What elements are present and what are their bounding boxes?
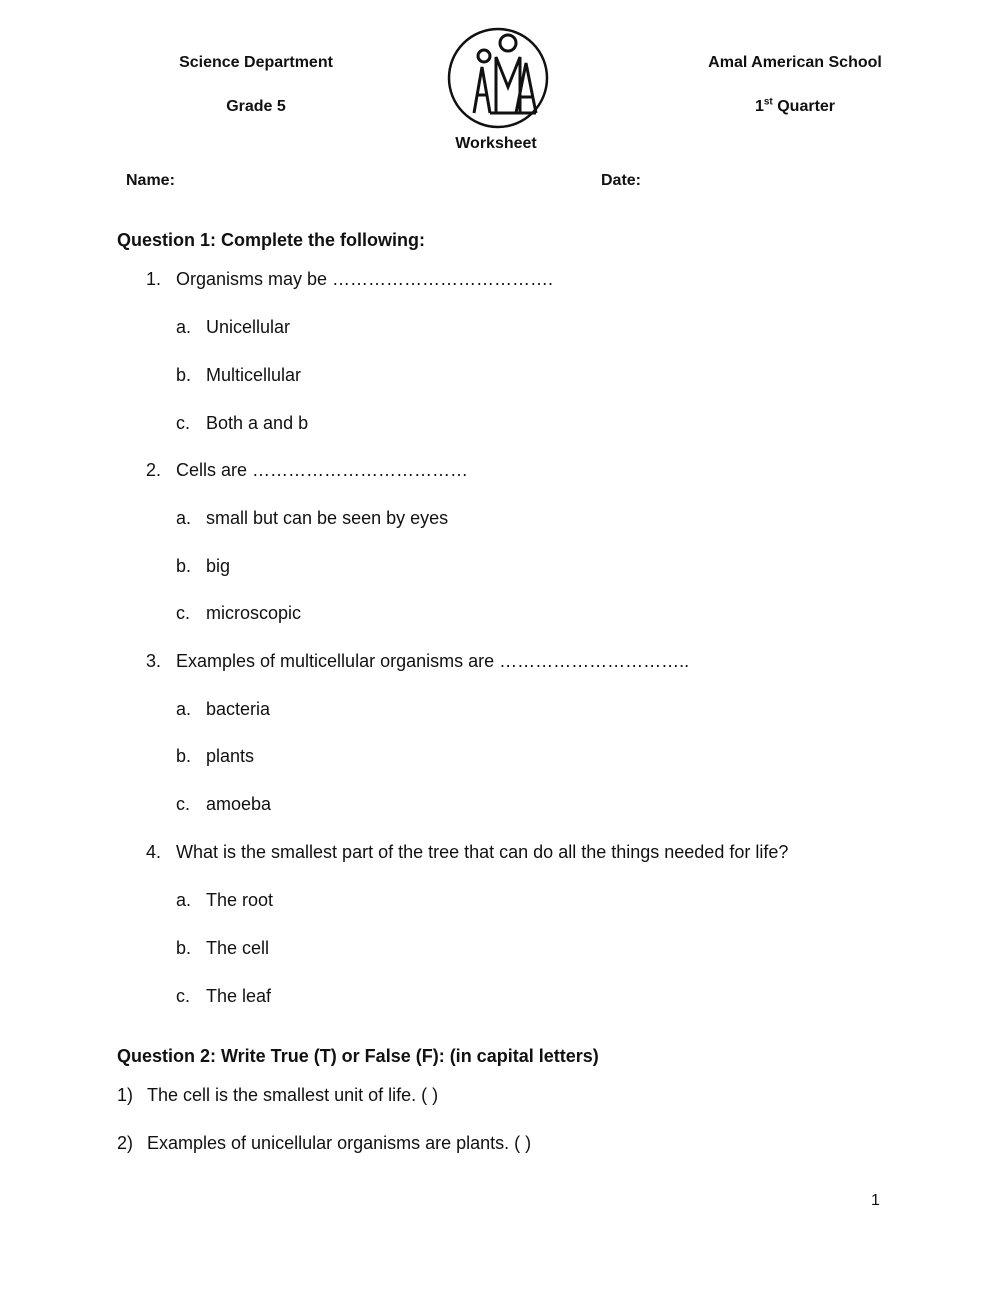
question-1-title: Question 1: Complete the following: <box>117 230 425 250</box>
worksheet-title: Worksheet <box>455 135 537 152</box>
option-text: microscopic <box>206 603 302 623</box>
option-text: The root <box>206 890 274 910</box>
school-name: Amal American School <box>708 54 882 71</box>
q1-4-option-c <box>176 986 271 1007</box>
option-text: plants <box>206 746 255 766</box>
q1-1-option-c <box>176 413 308 434</box>
q1-item-1 <box>146 269 553 290</box>
q1-item-number: 1. <box>146 269 162 289</box>
q1-2-option-c <box>176 603 301 624</box>
q1-item-2 <box>146 460 468 481</box>
q1-item-text: Organisms may be ………………………………. <box>176 269 554 289</box>
q1-item-text: Examples of multicellular organisms are ………………………….. <box>176 651 690 671</box>
school-logo <box>446 27 550 129</box>
option-letter: c. <box>176 603 191 623</box>
q1-item-number: 3. <box>146 651 162 671</box>
q2-item-text: The cell is the smallest unit of life. ( ) <box>147 1085 439 1105</box>
q1-item-4 <box>146 842 788 863</box>
q1-item-number: 2. <box>146 460 162 480</box>
option-text: small but can be seen by eyes <box>206 508 449 528</box>
option-letter: b. <box>176 938 192 958</box>
option-letter: a. <box>176 699 192 719</box>
option-letter: c. <box>176 794 191 814</box>
q1-3-option-c <box>176 794 271 815</box>
quarter-number: 1 <box>754 98 764 115</box>
option-letter: a. <box>176 508 192 528</box>
q1-3-option-a <box>176 699 270 720</box>
option-text: Both a and b <box>206 413 309 433</box>
quarter-ordinal: st <box>763 96 773 108</box>
option-letter: b. <box>176 365 192 385</box>
date-label: Date: <box>601 172 642 189</box>
quarter-word: Quarter <box>772 98 836 115</box>
q1-item-3 <box>146 651 689 672</box>
q1-1-option-b <box>176 365 301 386</box>
q2-item-number: 1) <box>117 1085 134 1105</box>
q1-2-option-b <box>176 556 230 577</box>
option-text: Multicellular <box>206 365 302 385</box>
q2-item-text: Examples of unicellular organisms are plants. ( ) <box>147 1133 532 1153</box>
option-text: The leaf <box>206 986 272 1006</box>
q1-1-option-a <box>176 317 290 338</box>
q2-item-1 <box>117 1085 438 1106</box>
q1-item-text: What is the smallest part of the tree that can do all the things needed for life? <box>176 842 789 862</box>
name-label: Name: <box>126 172 175 189</box>
q1-item-number: 4. <box>146 842 162 862</box>
option-letter: b. <box>176 556 192 576</box>
option-text: amoeba <box>206 794 272 814</box>
option-letter: b. <box>176 746 192 766</box>
option-letter: c. <box>176 986 191 1006</box>
question-2-title: Question 2: Write True (T) or False (F): (in capital letters) <box>117 1046 599 1066</box>
q1-4-option-a <box>176 890 273 911</box>
q1-4-option-b <box>176 938 269 959</box>
option-letter: a. <box>176 890 192 910</box>
grade-label: Grade 5 <box>226 98 286 115</box>
department-label: Science Department <box>179 54 333 71</box>
q1-3-option-b <box>176 746 254 767</box>
option-text: bacteria <box>206 699 271 719</box>
option-text: The cell <box>206 938 270 958</box>
option-letter: a. <box>176 317 192 337</box>
q1-2-option-a <box>176 508 448 529</box>
quarter-label <box>680 98 910 116</box>
q1-item-text: Cells are ……………………………… <box>176 460 469 480</box>
page-number: 1 <box>871 1192 880 1209</box>
q2-item-number: 2) <box>117 1133 134 1153</box>
option-text: Unicellular <box>206 317 291 337</box>
option-letter: c. <box>176 413 191 433</box>
option-text: big <box>206 556 231 576</box>
q2-item-2 <box>117 1133 531 1154</box>
